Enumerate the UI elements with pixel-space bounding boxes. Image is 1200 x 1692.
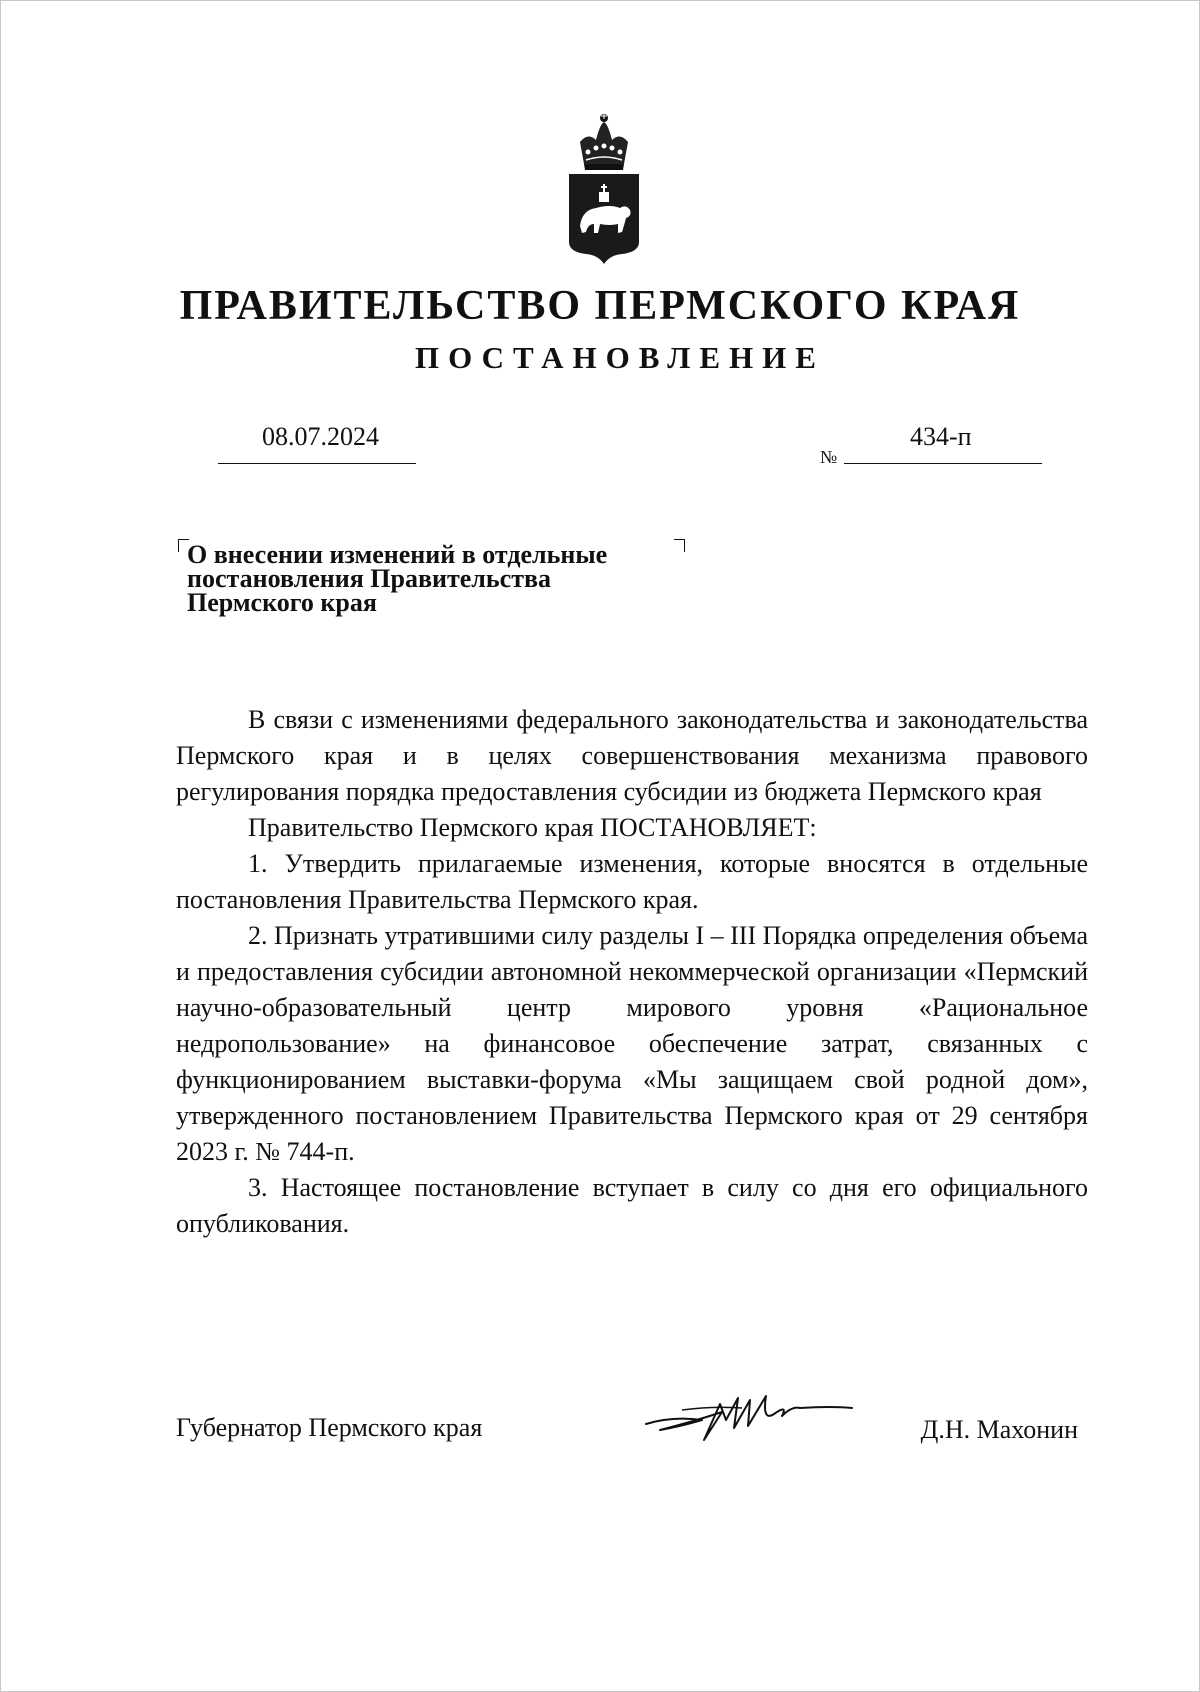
subject-line: постановления Правительства: [187, 564, 551, 593]
signatory-name: Д.Н. Махонин: [920, 1415, 1078, 1444]
body-paragraph-item-2: 2. Признать утратившими силу разделы I – III Порядка определения объема и предоставления субсидии автономной некоммерческой организации «Пермский научно-образовательный центр мирового уровня «Рациональное недропользование» на финансовое обеспечение затрат, связанных с функционированием выставки-форума «Мы защищаем свой родной дом», утвержденного постановлением Правительства Пермского края от 29 сентября 2023 г. № 744-п.: [176, 921, 1088, 1166]
perm-krai-coat-of-arms-icon: [566, 112, 642, 264]
body-paragraph-item-3: 3. Настоящее постановление вступает в силу со дня его официального опубликования.: [176, 1173, 1088, 1238]
document-body: [176, 702, 1088, 1242]
number-underline: [844, 463, 1042, 464]
government-title: ПРАВИТЕЛЬСТВО ПЕРМСКОГО КРАЯ: [179, 283, 1021, 329]
signatory-title: Губернатор Пермского края: [176, 1413, 483, 1442]
body-paragraph-item-1: 1. Утвердить прилагаемые изменения, которые вносятся в отдельные постановления Правительства Пермского края.: [176, 849, 1088, 914]
document-number: 434-п: [910, 422, 972, 451]
number-sign: №: [820, 447, 838, 467]
subject-line: О внесении изменений в отдельные: [187, 540, 608, 569]
document-type-title: ПОСТАНОВЛЕНИЕ: [415, 340, 825, 375]
document-date: 08.07.2024: [262, 422, 379, 451]
handwritten-signature-icon: [642, 1386, 854, 1442]
date-underline: [218, 463, 416, 464]
body-paragraph-resolution: Правительство Пермского края ПОСТАНОВЛЯЕТ:: [248, 813, 817, 842]
body-paragraph-preamble: В связи с изменениями федерального законодательства и законодательства Пермского края и в целях совершенствования механизма правового регулирования порядка предоставления субсидии из бюджета Пермского края: [176, 705, 1088, 806]
document-subject: [187, 540, 707, 617]
subject-line: Пермского края: [187, 588, 377, 617]
